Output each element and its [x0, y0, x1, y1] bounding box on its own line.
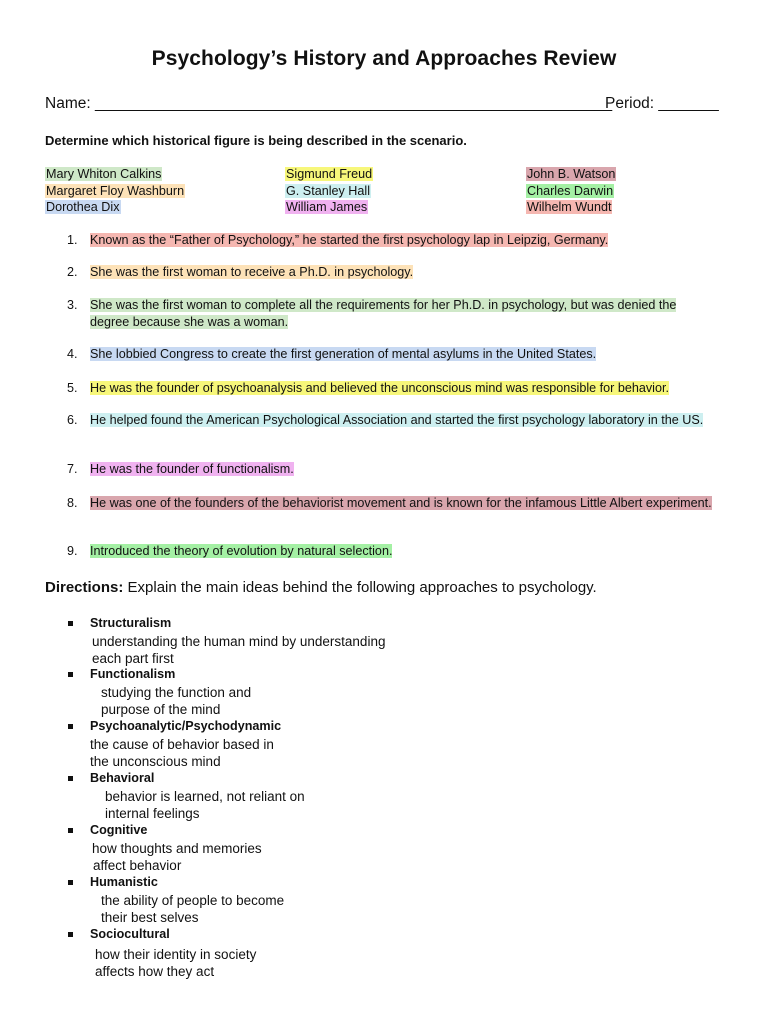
approach-answer[interactable]: the ability of people to become	[101, 892, 285, 908]
approach-answer[interactable]: behavior is learned, not reliant on	[105, 788, 305, 804]
figure-name: Mary Whiton Calkins	[46, 167, 162, 181]
approach-name: Psychoanalytic/Psychodynamic	[90, 719, 282, 733]
bullet-icon	[68, 932, 73, 937]
question-number: 9.	[67, 544, 78, 558]
approach-name: Functionalism	[90, 667, 176, 681]
figure-name: Sigmund Freud	[286, 167, 373, 181]
approach-item	[68, 615, 385, 668]
approach-answer[interactable]: how their identity in society	[95, 946, 257, 962]
bullet-icon	[68, 724, 73, 729]
question-8	[67, 495, 717, 512]
bullet-icon	[68, 880, 73, 885]
question-text: Introduced the theory of evolution by natural selection.	[90, 544, 393, 558]
directions-text: Explain the main ideas behind the following approaches to psychology.	[123, 579, 597, 596]
approach-answer[interactable]: their best selves	[101, 910, 199, 925]
name-period-row	[45, 95, 720, 113]
question-text: He was one of the founders of the behaviorist movement and is known for the infamous Little Albert experiment.	[90, 496, 712, 510]
directions	[45, 579, 597, 596]
question-text: He was the founder of psychoanalysis and believed the unconscious mind was responsible for behavior.	[90, 381, 669, 395]
figures-column-3	[526, 166, 616, 216]
approach-answer[interactable]: each part first	[92, 651, 174, 666]
bullet-icon	[68, 828, 73, 833]
question-number: 4.	[67, 347, 78, 361]
figure-name: Dorothea Dix	[46, 200, 120, 214]
figure-name: G. Stanley Hall	[286, 183, 370, 198]
figure-name: William James	[286, 200, 368, 214]
question-text: He was the founder of functionalism.	[90, 462, 294, 476]
question-5	[67, 380, 717, 397]
question-4	[67, 346, 717, 363]
question-number: 2.	[67, 265, 78, 279]
directions-label: Directions:	[45, 579, 124, 596]
approach-answer[interactable]: studying the function and	[101, 684, 252, 700]
name-field[interactable]: Name: ____________________________________________________________	[45, 95, 613, 112]
bullet-icon	[68, 672, 73, 677]
question-text: He helped found the American Psychological Association and started the first psychology laboratory in the US.	[90, 413, 704, 427]
question-number: 6.	[67, 413, 78, 427]
question-1	[67, 232, 717, 249]
approach-item	[68, 874, 284, 927]
question-number: 1.	[67, 233, 78, 247]
page-title: Psychology’s History and Approaches Review	[151, 47, 617, 70]
approach-answer[interactable]: affect behavior	[93, 858, 182, 873]
figure-name: Margaret Floy Washburn	[46, 183, 185, 198]
question-number: 8.	[67, 496, 78, 510]
approach-answer[interactable]: the unconscious mind	[90, 754, 221, 769]
approach-answer[interactable]: affects how they act	[95, 964, 215, 979]
figure-name: John B. Watson	[527, 167, 616, 181]
figures-column-2	[285, 166, 373, 216]
instruction-text: Determine which historical figure is being described in the scenario.	[45, 133, 467, 148]
question-text: She was the first woman to complete all the requirements for her Ph.D. in psychology, but was denied the degree because she was a woman.	[90, 298, 677, 329]
question-text: Known as the “Father of Psychology,” he started the first psychology lap in Leipzig, Germany.	[90, 233, 609, 247]
approach-name: Humanistic	[90, 875, 158, 889]
question-6	[67, 412, 717, 429]
approach-item	[68, 770, 305, 823]
approach-item	[68, 822, 262, 875]
approach-answer[interactable]: purpose of the mind	[101, 702, 221, 717]
bullet-icon	[68, 621, 73, 626]
question-text: She was the first woman to receive a Ph.D. in psychology.	[90, 265, 414, 279]
figure-name: Charles Darwin	[527, 183, 614, 198]
approach-name: Structuralism	[90, 616, 172, 630]
approach-item	[68, 926, 256, 981]
question-7	[67, 461, 717, 478]
period-field[interactable]: Period: _______	[605, 95, 719, 112]
approach-answer[interactable]: how thoughts and memories	[92, 840, 262, 856]
approach-answer[interactable]: the cause of behavior based in	[90, 736, 274, 752]
approach-name: Sociocultural	[90, 927, 170, 941]
approach-item	[68, 666, 251, 719]
figure-name: Wilhelm Wundt	[527, 200, 612, 214]
approach-name: Behavioral	[90, 771, 155, 785]
question-number: 5.	[67, 381, 78, 395]
question-number: 7.	[67, 462, 78, 476]
approach-answer[interactable]: understanding the human mind by understanding	[92, 633, 386, 649]
approach-name: Cognitive	[90, 823, 148, 837]
bullet-icon	[68, 776, 73, 781]
approach-item	[68, 718, 281, 771]
question-text: She lobbied Congress to create the first generation of mental asylums in the United States.	[90, 347, 597, 361]
question-3	[67, 297, 717, 330]
question-2	[67, 264, 717, 281]
question-9	[67, 543, 717, 560]
figures-column-1	[45, 166, 185, 216]
question-number: 3.	[67, 298, 78, 312]
approach-answer[interactable]: internal feelings	[105, 806, 200, 821]
